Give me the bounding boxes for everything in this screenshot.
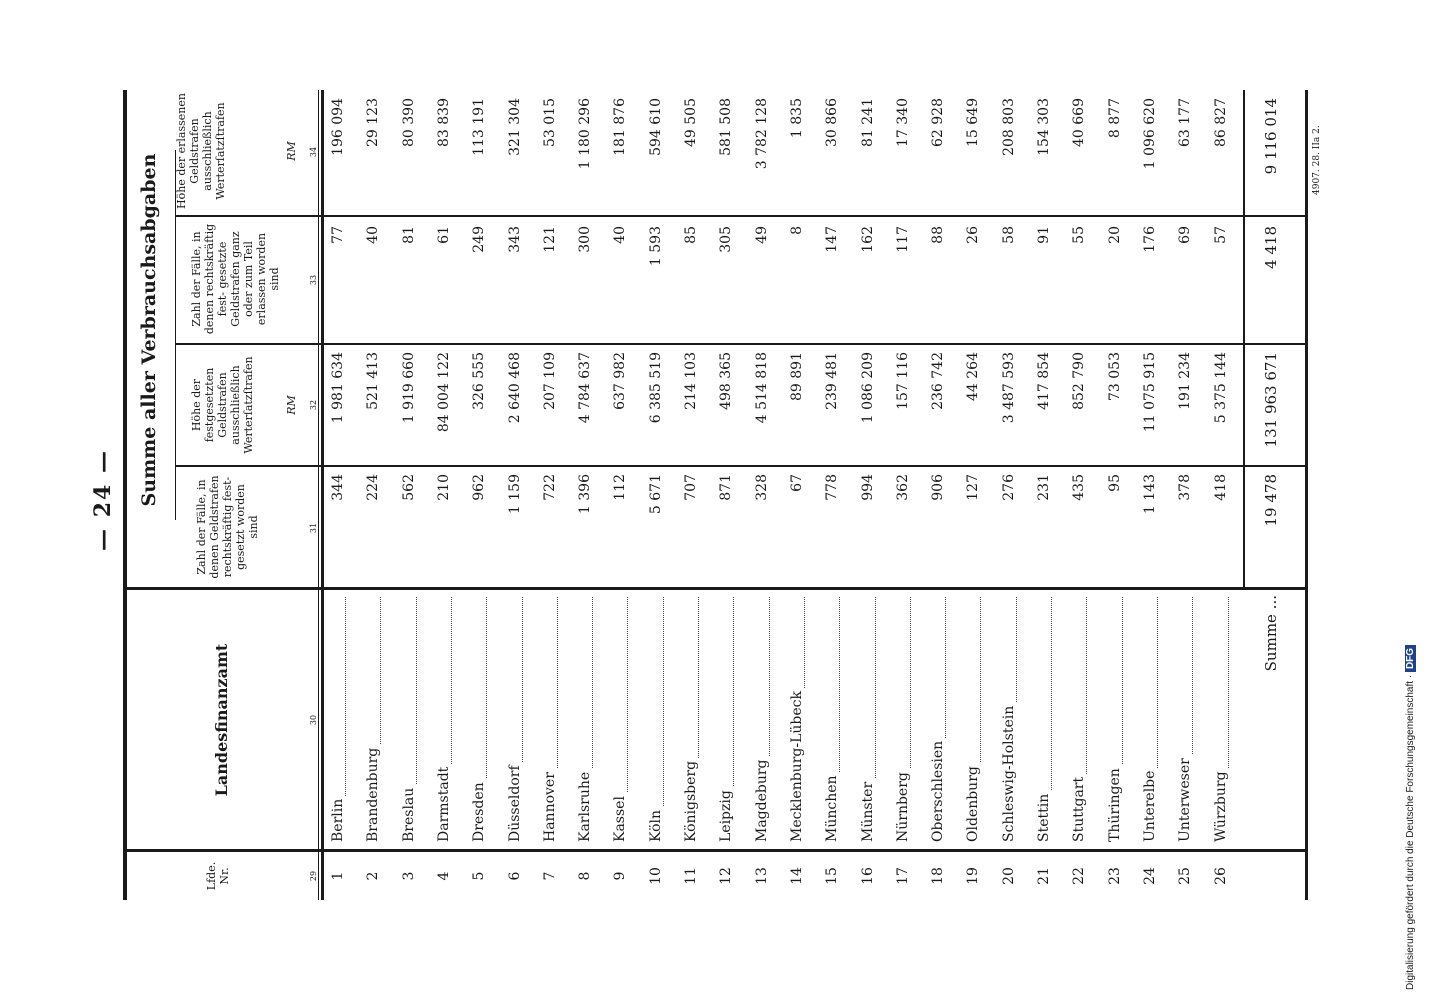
- row-landesfinanzamt: [507, 594, 523, 842]
- row-landesfinanzamt-text: Karlsruhe: [577, 769, 593, 842]
- row-col34: 15 649: [965, 98, 982, 147]
- row-col31: 871: [718, 474, 735, 501]
- column-number: 33: [309, 274, 318, 286]
- row-landesfinanzamt: [401, 594, 417, 842]
- row-landesfinanzamt-text: Kassel: [612, 793, 628, 842]
- row-landesfinanzamt-text: Würzburg: [1213, 768, 1229, 842]
- row-col34: 1 835: [788, 98, 805, 139]
- row-col31: 5 671: [647, 474, 664, 515]
- row-col33: 40: [612, 226, 629, 244]
- row-landesfinanzamt: [1107, 594, 1123, 842]
- column-number: 34: [309, 146, 318, 158]
- row-number: 7: [541, 871, 558, 881]
- row-col31: 328: [753, 474, 770, 501]
- row-landesfinanzamt-text: Thüringen: [1107, 765, 1123, 842]
- row-number: 2: [365, 871, 382, 881]
- row-number: 19: [965, 867, 982, 885]
- header-col32-unit: RM: [285, 395, 298, 415]
- row-col34: 17 340: [894, 98, 911, 147]
- row-col32: 4 784 637: [577, 352, 594, 424]
- row-col31: 435: [1071, 474, 1088, 501]
- row-col33: 57: [1212, 226, 1229, 244]
- row-col34: 3 782 128: [753, 98, 770, 170]
- header-col32: Höhe der festgesetzten Geldstrafen ausschließlich Werterſatzſtrafen: [190, 356, 255, 454]
- row-landesfinanzamt: [612, 594, 628, 842]
- row-landesfinanzamt-text: Breslau: [401, 785, 417, 842]
- row-col31: 962: [471, 474, 488, 501]
- row-col33: 85: [683, 226, 699, 244]
- row-number: 24: [1141, 867, 1158, 885]
- row-number: 11: [683, 867, 699, 885]
- row-number: 9: [612, 871, 629, 881]
- row-col32: 4 514 818: [753, 352, 770, 424]
- row-landesfinanzamt: [436, 594, 452, 842]
- row-col31: 1 143: [1141, 474, 1158, 515]
- row-landesfinanzamt-text: Unterweser: [1177, 755, 1193, 842]
- row-number: 8: [577, 871, 594, 881]
- row-col33: 77: [330, 226, 346, 244]
- table-bottom-rule: [1305, 90, 1308, 900]
- row-col32: 214 103: [683, 352, 699, 410]
- digitization-note: [1405, 450, 1416, 990]
- header-col34-unit: RM: [285, 141, 298, 161]
- header-col31: Zahl der Fälle, in denen Geldstrafen rechtskräftig fest- gesetzt worden sind: [195, 475, 260, 579]
- row-number: 10: [647, 867, 664, 885]
- header-col34: Höhe der erlassenen Geldstrafen ausschließlich Werterſatzſtrafen: [175, 93, 227, 209]
- row-col34: 321 304: [506, 98, 523, 156]
- row-col34: 208 803: [1000, 98, 1017, 156]
- row-landesfinanzamt: [1071, 594, 1087, 842]
- row-col34: 196 094: [330, 98, 346, 156]
- row-landesfinanzamt-text: Magdeburg: [754, 756, 770, 842]
- row-landesfinanzamt: [683, 594, 699, 842]
- row-col31: 778: [824, 474, 841, 501]
- row-col32: 236 742: [930, 352, 947, 410]
- row-landesfinanzamt-text: Unterelbe: [1142, 768, 1158, 842]
- row-col34: 181 876: [612, 98, 629, 156]
- row-col32: 157 116: [894, 352, 911, 410]
- column-number: 30: [309, 714, 318, 726]
- row-col32: 239 481: [824, 352, 841, 410]
- row-landesfinanzamt: [330, 594, 346, 842]
- table-top-rule: [123, 90, 127, 900]
- row-number: 23: [1106, 867, 1123, 885]
- row-landesfinanzamt: [542, 594, 558, 842]
- row-col33: 91: [1036, 226, 1052, 244]
- column-number: 32: [309, 399, 318, 411]
- row-col31: 112: [612, 474, 629, 501]
- row-number: 25: [1177, 867, 1194, 885]
- row-col33: 26: [965, 226, 982, 244]
- row-col34: 40 669: [1071, 98, 1088, 147]
- row-col32: 417 854: [1036, 352, 1052, 410]
- sum-top-rule: [1243, 90, 1245, 590]
- row-col32: 191 234: [1177, 352, 1194, 410]
- row-col33: 305: [718, 226, 735, 253]
- sum-col32: 131 963 671: [1262, 352, 1280, 448]
- row-col34: 63 177: [1177, 98, 1194, 147]
- row-col33: 162: [859, 226, 876, 253]
- row-landesfinanzamt-text: Mecklenburg-Lübeck: [789, 688, 805, 842]
- row-col32: 2 640 468: [506, 352, 523, 424]
- row-col32: 1 919 660: [400, 352, 417, 424]
- row-col33: 147: [824, 226, 841, 253]
- row-landesfinanzamt-text: Dresden: [471, 779, 487, 842]
- row-col34: 154 303: [1036, 98, 1052, 156]
- row-col31: 67: [788, 474, 805, 492]
- row-col34: 113 191: [471, 98, 488, 156]
- row-col31: 562: [400, 474, 417, 501]
- row-col34: 581 508: [718, 98, 735, 156]
- row-col34: 29 123: [365, 98, 382, 147]
- row-col31: 210: [435, 474, 452, 501]
- row-col32: 6 385 519: [647, 352, 664, 424]
- row-landesfinanzamt: [1001, 594, 1017, 842]
- divider-col31-col32: [175, 465, 1308, 467]
- row-col32: 1 981 634: [330, 352, 346, 424]
- row-number: 13: [753, 867, 770, 885]
- header-bottom-rule: [318, 90, 319, 900]
- row-col31: 994: [859, 474, 876, 501]
- row-col33: 249: [471, 226, 488, 253]
- row-col31: 378: [1177, 474, 1194, 501]
- row-landesfinanzamt: [1213, 594, 1229, 842]
- row-col33: 117: [894, 226, 911, 253]
- row-landesfinanzamt-text: Brandenburg: [365, 745, 381, 842]
- row-col32: 498 365: [718, 352, 735, 410]
- row-landesfinanzamt-text: Darmstadt: [436, 764, 452, 842]
- row-col33: 69: [1177, 226, 1194, 244]
- row-landesfinanzamt: [895, 594, 911, 842]
- row-col33: 49: [753, 226, 770, 244]
- row-col34: 83 839: [435, 98, 452, 147]
- row-landesfinanzamt: [365, 594, 381, 842]
- row-col31: 722: [541, 474, 558, 501]
- row-col32: 521 413: [365, 352, 382, 410]
- column-number: 31: [309, 522, 318, 534]
- row-col34: 62 928: [930, 98, 947, 147]
- row-number: 3: [400, 871, 417, 881]
- row-col34: 81 241: [859, 98, 876, 147]
- row-landesfinanzamt: [1036, 594, 1052, 842]
- row-number: 18: [930, 867, 947, 885]
- row-landesfinanzamt: [860, 594, 876, 842]
- row-col33: 88: [930, 226, 947, 244]
- row-col32: 3 487 593: [1000, 352, 1017, 424]
- row-col32: 89 891: [788, 352, 805, 401]
- row-col32: 11 075 915: [1141, 352, 1158, 433]
- row-number: 1: [330, 871, 346, 881]
- row-col34: 80 390: [400, 98, 417, 147]
- header-col33: Zahl der Fälle, in denen rechtskräftig fest- gesetzte Geldstrafen ganz oder zum Teil erlassen worden sind: [190, 223, 281, 335]
- row-number: 14: [788, 867, 805, 885]
- row-landesfinanzamt-text: Köln: [648, 807, 664, 842]
- row-col34: 594 610: [647, 98, 664, 156]
- row-landesfinanzamt-text: Nürnberg: [895, 769, 911, 842]
- row-landesfinanzamt-text: Berlin: [330, 796, 346, 842]
- row-landesfinanzamt-text: Stettin: [1036, 791, 1052, 842]
- row-col33: 1 593: [647, 226, 664, 267]
- column-number: 29: [309, 870, 318, 882]
- row-landesfinanzamt-text: München: [824, 772, 840, 842]
- dfg-logo: DFG: [1405, 645, 1416, 672]
- row-col33: 121: [541, 226, 558, 253]
- digitization-text: Digitalisierung gefördert durch die Deutsche Forschungsgemeinschaft ·: [1405, 674, 1416, 990]
- row-landesfinanzamt: [1177, 594, 1193, 842]
- row-col31: 1 396: [577, 474, 594, 515]
- row-landesfinanzamt-text: Münster: [860, 779, 876, 842]
- row-landesfinanzamt-text: Oberschlesien: [930, 738, 946, 842]
- row-col32: 852 790: [1071, 352, 1088, 410]
- row-col33: 8: [788, 226, 805, 235]
- row-col32: 1 086 209: [859, 352, 876, 424]
- row-landesfinanzamt: [789, 594, 805, 842]
- row-col31: 344: [330, 474, 346, 501]
- header-landesfinanzamt: Landesfinanzamt: [212, 643, 231, 797]
- row-landesfinanzamt-text: Oldenburg: [965, 763, 981, 842]
- row-number: 5: [471, 871, 488, 881]
- row-landesfinanzamt: [648, 594, 664, 842]
- row-col34: 1 180 296: [577, 98, 594, 170]
- row-number: 20: [1000, 867, 1017, 885]
- group-title: Summe aller Verbrauchsabgaben: [138, 153, 160, 507]
- row-landesfinanzamt-text: Leipzig: [718, 787, 734, 842]
- sum-col31: 19 478: [1262, 474, 1280, 527]
- row-landesfinanzamt: [965, 594, 981, 842]
- row-number: 12: [718, 867, 735, 885]
- row-number: 4: [435, 871, 452, 881]
- row-col31: 418: [1212, 474, 1229, 501]
- row-col34: 86 827: [1212, 98, 1229, 147]
- row-col31: 276: [1000, 474, 1017, 501]
- row-col32: 73 053: [1106, 352, 1123, 401]
- row-col31: 231: [1036, 474, 1052, 501]
- print-mark: 4907. 28. IIa 2.: [1312, 125, 1322, 195]
- row-number: 22: [1071, 867, 1088, 885]
- row-col31: 95: [1106, 474, 1123, 492]
- row-col33: 61: [435, 226, 452, 244]
- row-col32: 326 555: [471, 352, 488, 410]
- row-col31: 707: [683, 474, 699, 501]
- row-landesfinanzamt: [930, 594, 946, 842]
- page-number: — 24 —: [90, 449, 116, 551]
- sum-col34: 9 116 014: [1262, 98, 1280, 175]
- row-col34: 8 877: [1106, 98, 1123, 139]
- row-landesfinanzamt-text: Schleswig-Holstein: [1001, 703, 1017, 842]
- row-col33: 300: [577, 226, 594, 253]
- row-col31: 906: [930, 474, 947, 501]
- row-landesfinanzamt-text: Hannover: [542, 769, 558, 842]
- divider-name-col31: [123, 587, 1308, 590]
- header-nr: Lfde. Nr.: [205, 861, 231, 891]
- row-landesfinanzamt: [577, 594, 593, 842]
- row-landesfinanzamt-text: Düsseldorf: [507, 762, 523, 842]
- row-col34: 30 866: [824, 98, 841, 147]
- row-col32: 207 109: [541, 352, 558, 410]
- divider-col32-col33: [175, 343, 1308, 345]
- row-col32: 44 264: [965, 352, 982, 401]
- row-landesfinanzamt: [824, 594, 840, 842]
- row-col31: 127: [965, 474, 982, 501]
- row-landesfinanzamt: [754, 594, 770, 842]
- divider-col33-col34: [175, 215, 1308, 217]
- row-landesfinanzamt: [471, 594, 487, 842]
- divider-nr-name: [123, 849, 1308, 852]
- row-col33: 20: [1106, 226, 1123, 244]
- row-col33: 40: [365, 226, 382, 244]
- row-col33: 176: [1141, 226, 1158, 253]
- row-number: 15: [824, 867, 841, 885]
- row-col34: 53 015: [541, 98, 558, 147]
- row-number: 17: [894, 867, 911, 885]
- row-col31: 1 159: [506, 474, 523, 515]
- row-col32: 5 375 144: [1212, 352, 1229, 424]
- row-col33: 58: [1000, 226, 1017, 244]
- row-number: 16: [859, 867, 876, 885]
- row-number: 26: [1212, 867, 1229, 885]
- row-number: 6: [506, 871, 523, 881]
- row-col34: 1 096 620: [1141, 98, 1158, 170]
- row-col34: 49 505: [683, 98, 699, 147]
- row-landesfinanzamt: [1142, 594, 1158, 842]
- row-landesfinanzamt-text: Stuttgart: [1071, 774, 1087, 842]
- row-col33: 81: [400, 226, 417, 244]
- sum-col33: 4 418: [1262, 226, 1280, 269]
- row-col31: 224: [365, 474, 382, 501]
- row-col31: 362: [894, 474, 911, 501]
- body-top-rule: [321, 90, 324, 900]
- row-landesfinanzamt-text: Königsberg: [683, 758, 699, 842]
- row-landesfinanzamt: [718, 594, 734, 842]
- row-number: 21: [1036, 867, 1052, 885]
- row-col33: 55: [1071, 226, 1088, 244]
- row-col32: 637 982: [612, 352, 629, 410]
- sum-label: Summe ...: [1262, 595, 1280, 672]
- row-col33: 343: [506, 226, 523, 253]
- row-col32: 84 004 122: [435, 352, 452, 433]
